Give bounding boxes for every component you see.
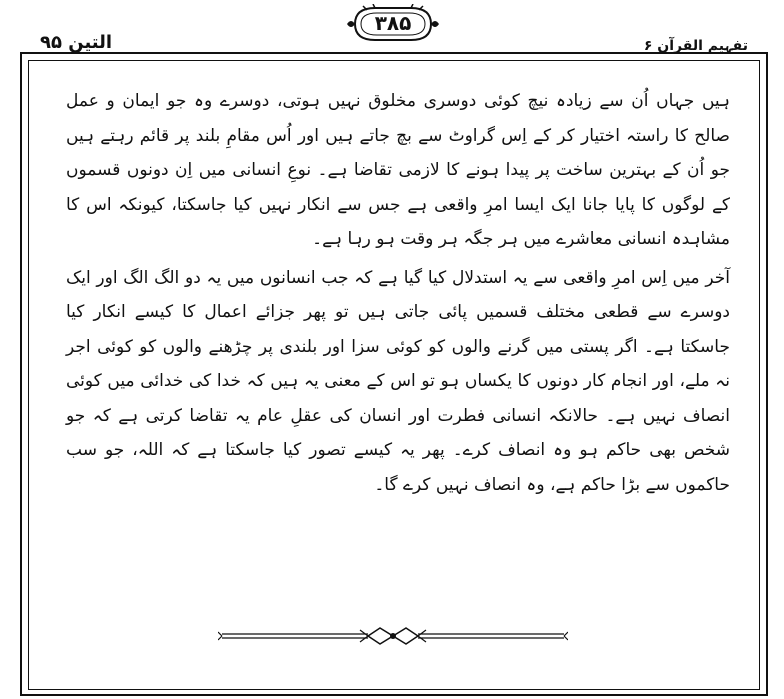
- running-head-book-title: تفہیم القرآن ۶: [643, 38, 748, 54]
- page-number-badge: [345, 4, 441, 44]
- paragraph-1: ہیں جہاں اُن سے زیادہ نیچ کوئی دوسری مخلوق نہیں ہوتی، دوسرے وہ جو ایمان و عمل صالح کا راستہ اختیار کر کے اِس گراوٹ سے بچ جاتے ہیں اور اُس مقامِ بلند پر قائم رہتے ہیں جو اُن کے بہترین ساخت پر پیدا ہونے کا لازمی تقاضا ہے۔ نوعِ انسانی میں اِن دونوں قسموں کے لوگوں کا پایا جانا ایک ایسا امرِ واقعی ہے جس سے انکار نہیں کیا جاسکتا، کیونکہ اس کا مشاہدہ انسانی معاشرے میں ہر جگہ ہر وقت ہو رہا ہے۔: [66, 91, 730, 249]
- section-end-ornament-icon: [218, 624, 568, 648]
- paragraph-2: آخر میں اِس امرِ واقعی سے یہ استدلال کیا گیا ہے کہ جب انسانوں میں یہ دو الگ الگ اور ایک دوسرے سے قطعی مختلف قسمیں پائی جاتی ہیں تو پھر جزائے اعمال کا کیسے انکار کیا جاسکتا ہے۔ اگر پستی میں گرنے والوں کو کوئی سزا اور بلندی پر چڑھنے والوں کو کوئی اجر نہ ملے، اور انجام کار دونوں کا یکساں ہو تو اس کے معنی یہ ہیں کہ خدا کی خدائی میں کوئی انصاف نہیں ہے۔ حالانکہ انسانی فطرت اور انسان کی عقلِ عام یہ تقاضا کرتی ہے کہ جو شخص بھی حاکم ہو وہ انصاف کرے۔ پھر یہ کیسے تصور کیا جاسکتا ہے کہ اللہ، جو سب حاکموں سے بڑا حاکم ہے، وہ انصاف نہیں کرے گا۔: [66, 267, 731, 495]
- body-text: [66, 84, 730, 502]
- page-number: ۳۸۵: [374, 11, 412, 35]
- running-head-surah: التین ۹۵: [40, 32, 113, 53]
